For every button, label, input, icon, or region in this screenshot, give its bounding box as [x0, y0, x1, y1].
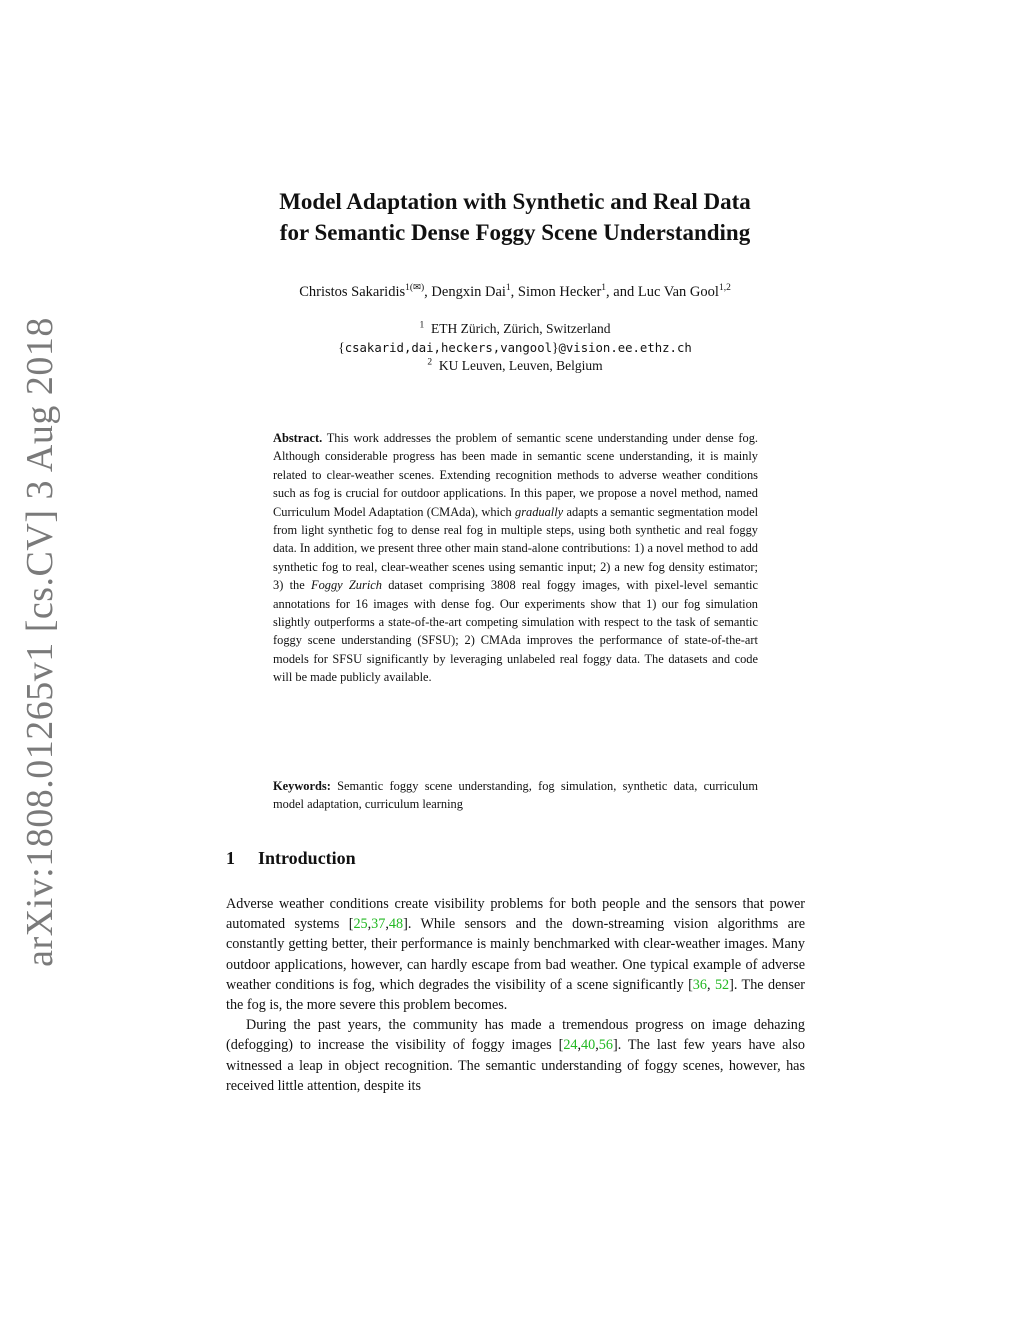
section-title: Introduction	[258, 848, 356, 868]
abstract-emphasis: gradually	[515, 504, 564, 519]
citation-link[interactable]: 37	[371, 916, 386, 933]
author-emails: {csakarid,dai,heckers,vangool}@vision.ee.ethz.ch	[338, 339, 692, 355]
citation-link[interactable]: 56	[598, 1037, 613, 1054]
citation-link[interactable]: 48	[388, 916, 404, 933]
affiliation-2: $^2$ KU Leuven, Leuven, Belgium	[427, 357, 603, 373]
paragraph: During the past years, the community has made a tremendous progress on image dehazing (defogging) to increase the visibility of foggy images [24,40,56]. The last few years have also witnessed a leap in object recognition. The semantic understanding of foggy scenes, however, has received little attention, despite its	[226, 1017, 805, 1094]
abstract-text: This work addresses the problem of semantic scene understanding under dense fog. Although considerable progress has been made in semantic scene understanding, it is mainly related to clear-weather scenes. Extending recognition methods to adverse weather conditions such as fog is crucial for outdoor applications. In this paper, we propose a novel method, named Curriculum Model Adaptation (CMAda), which	[273, 431, 758, 519]
affiliation-1: $^1$ ETH Zürich, Zürich, Switzerland	[419, 320, 611, 336]
abstract-text: adapts a semantic segmentation model from light synthetic fog to dense real fog in multiple steps, using both synthetic and real foggy data. In addition, we present three other main stand-alone contributions: 1) a novel method to add synthetic fog to real, clear-weather scenes using semantic input; 2) a new fog density estimator; 3) the	[273, 504, 759, 593]
abstract-label: Abstract.	[273, 431, 323, 445]
paper-title	[180, 186, 850, 248]
title-line-1: Model Adaptation with Synthetic and Real Data	[279, 189, 751, 214]
introduction-body	[226, 894, 805, 1096]
keywords	[273, 777, 758, 814]
author-name: Christos Sakaridis	[299, 284, 406, 300]
keywords-label: Keywords:	[273, 779, 331, 793]
citation-link[interactable]: 36	[692, 976, 707, 993]
author-affil-mark: 1,2	[718, 283, 731, 294]
section-number: 1	[226, 848, 235, 868]
abstract-text: dataset comprising 3808 real foggy images, with pixel-level semantic annotations for 16 images with dense fog. Our experiments show that 1) our fog simulation slightly outperforms a state-of-the-art competing simulation with respect to the task of semantic foggy scene understanding (SFSU); 2) CMAda improves the performance of state-of-the-art models for SFSU significantly by leveraging unlabeled real foggy data. The datasets and code will be made publicly available.	[273, 578, 758, 685]
citation-link[interactable]: 25	[353, 916, 368, 933]
author-affil-mark: 1(✉)	[405, 283, 425, 294]
citation-link[interactable]: 40	[581, 1037, 596, 1054]
author-affil-mark: 1	[505, 283, 511, 294]
dataset-name: Foggy Zurich	[311, 578, 382, 593]
section-heading	[226, 848, 356, 869]
abstract	[273, 429, 758, 687]
paragraph: Adverse weather conditions create visibility problems for both people and the sensors that power automated systems [25,37,48]. While sensors and the down-streaming vision algorithms are constantly getting better, their performance is mainly benchmarked with clear-weather images. Many outdoor applications, however, can hardly escape from bad weather. One typical example of adverse weather conditions is fog, which degrades the visibility of a scene significantly [36, 52]. The denser the fog is, the more severe this problem becomes.	[226, 896, 806, 1014]
author-name: , Dengxin Dai	[424, 284, 506, 300]
author-name: , and Luc Van Gool	[606, 284, 719, 300]
arxiv-identifier-stamp: arXiv:1808.01265v1 [cs.CV] 3 Aug 2018	[19, 317, 61, 967]
author-name: , Simon Hecker	[510, 284, 602, 300]
author-list	[150, 284, 880, 301]
author-affil-mark: 1	[601, 283, 607, 294]
citation-link[interactable]: 24	[563, 1037, 578, 1054]
citation-link[interactable]: 52	[714, 976, 730, 993]
title-line-2: for Semantic Dense Foggy Scene Understanding	[279, 220, 751, 245]
keywords-text: Semantic foggy scene understanding, fog simulation, synthetic data, curriculum model adaptation, curriculum learning	[273, 779, 758, 812]
affiliations	[200, 320, 830, 376]
